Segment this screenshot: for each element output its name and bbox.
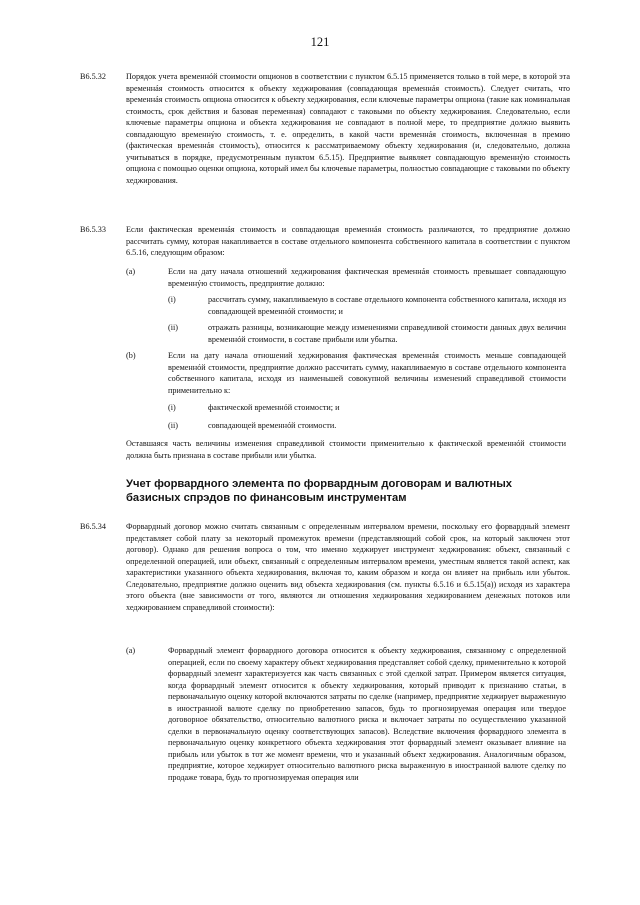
list-item-text: Форвардный элемент форвардного договора относится к объекту хеджирования, связанному с определенной операцией, если по своему характеру объект хеджирования представляет собой сделку, применительно к которой форвардный элемент характеризуется как часть связанных с этой сделкой затрат. Примером является ситуация, когда форвардный элемент относится к объекту хеджирования, который приводит к признанию статьи, в первоначальную оценку которой включаются затраты по сделке (например, предприятие хеджирует выраженную в иностранной валюте сделку по приобретению запасов, будь то прогнозируемая операция или твердое договорное обязательство, относительно валютного риска и включает затраты по осуществлению указанной сделки в первоначальную оценку соответствующих запасов). Вследствие включения форвардного элемента в первоначальную оценку конкретного объекта хеджирования этот форвардный элемент оказывает влияние на прибыль или убыток в тот же момент времени, что и указанный объект хеджирования. Аналогичным образом, предприятие, которое хеджирует относительно валютного риска выраженную в иностранной валюте сделку по продаже товара, будь то прогнозируемая операция или: [168, 646, 566, 782]
list-item-label: (a): [126, 646, 136, 655]
page-number: 121: [310, 35, 330, 49]
paragraph-b6-5-33: [80, 224, 570, 259]
list-subitem-text: рассчитать сумму, накапливаемую в составе отдельного компонента собственного капитала, исходя из совпадающей временнóй стоимости; и: [208, 295, 566, 316]
list-subitem-a-ii: [168, 322, 566, 345]
paragraph-number: B6.5.34: [80, 522, 106, 531]
list-subitem-label: (i): [168, 403, 176, 412]
section-heading: Учет форвардного элемента по форвардным договорам и валютных базисных спрэдов по финансовым инструментам: [126, 478, 513, 504]
list-subitem-text: совпадающей временнóй стоимости.: [208, 421, 337, 430]
list-subitem-b-i: [168, 402, 566, 414]
list-subitem-text: отражать разницы, возникающие между изменениями справедливой стоимости данных двух величин временнóй стоимости, в составе прибыли или убытка.: [208, 323, 566, 344]
paragraph-number: B6.5.33: [80, 225, 106, 234]
list-subitem-a-i: [168, 294, 566, 317]
list-item-text: Если на дату начала отношений хеджирования фактическая временнáя стоимость меньше совпадающей временнóй стоимости, предприятие должно рассчитать сумму, накапливаемую в составе отдельного компонента собственного капитала, исходя из наименьшей совокупной величины изменений справедливой стоимости применительно к:: [168, 351, 566, 395]
list-subitem-b-ii: [168, 420, 566, 432]
list-item-a: [126, 266, 566, 289]
list-item-label: (a): [126, 267, 136, 276]
list-subitem-text: фактической временнóй стоимости; и: [208, 403, 340, 412]
paragraph-b6-5-32: [80, 71, 570, 186]
list-subitem-label: (ii): [168, 421, 179, 430]
list-item-b6-5-34-a: [126, 645, 566, 783]
closing-paragraph: [126, 438, 566, 461]
paragraph-number: B6.5.32: [80, 72, 106, 81]
closing-text: Оставшаяся часть величины изменения справедливой стоимости применительно к фактической временнóй стоимости должна быть признана в составе прибыли или убытка.: [126, 439, 566, 460]
list-item-text: Если на дату начала отношений хеджирования фактическая временнáя стоимость превышает совпадающую временнýю стоимость, предприятие должно:: [168, 267, 566, 288]
list-subitem-label: (ii): [168, 323, 179, 332]
paragraph-b6-5-34: [80, 521, 570, 613]
paragraph-text: Порядок учета временнóй стоимости опционов в соответствии с пунктом 6.5.15 применяется только в той мере, в которой эта временнáя стоимость относится к объекту хеджирования (совпадающая временнáя стоимость). Следует считать, что временнáя стоимость опциона относится к объекту хеджирования, если ключевые параметры опциона (такие как номинальная стоимость, срок действия и базовая переменная) совпадают с таковыми по объекту хеджирования. Следовательно, если ключевые параметры опциона и объекта хеджирования не совпадают в полной мере, то предприятие должно выявить совпадающую временнýю стоимость, т. е. определить, в какой части временнáя стоимость, включенная в премию (фактическая временнáя стоимость), относится к рассматриваемому объекту хеджирования (и, следовательно, должна учитываться в порядке, предусмотренным пунктом 6.5.15). Предприятие выявляет совпадающую временнýю стоимость опциона с помощью оценки опциона, который имел бы ключевые параметры, полностью совпадающие с таковыми по объекту хеджирования.: [126, 72, 570, 185]
paragraph-text: Если фактическая временнáя стоимость и совпадающая временнáя стоимость различаются, то предприятие должно рассчитать сумму, которая накапливается в составе отдельного компонента собственного капитала в соответствии с пунктом 6.5.16, следующим образом:: [126, 225, 570, 257]
list-item-b: [126, 350, 566, 396]
list-item-label: (b): [126, 351, 136, 360]
paragraph-text: Форвардный договор можно считать связанным с определенным интервалом времени, поскольку его форвардный элемент представляет собой плату за некоторый промежуток времени (представляющий собой срок, на который заключен этот договор). Однако для решения вопроса о том, что именно хеджирует инструмент хеджирования: объект, связанный с определенной операцией, или объект, связанный с определенным интервалом времени, уместным является такой аспект, как характеристики указанного объекта хеджирования, включая то, каким образом и когда он влияет на прибыль или убыток. Следовательно, предприятие должно оценить вид объекта хеджирования (см. пункты 6.5.16 и 6.5.15(a)) исходя из характера этого объекта (вне зависимости от того, являются ли отношения хеджирования хеджированием денежных потоков или хеджированием справедливой стоимости):: [126, 522, 570, 612]
list-subitem-label: (i): [168, 295, 176, 304]
